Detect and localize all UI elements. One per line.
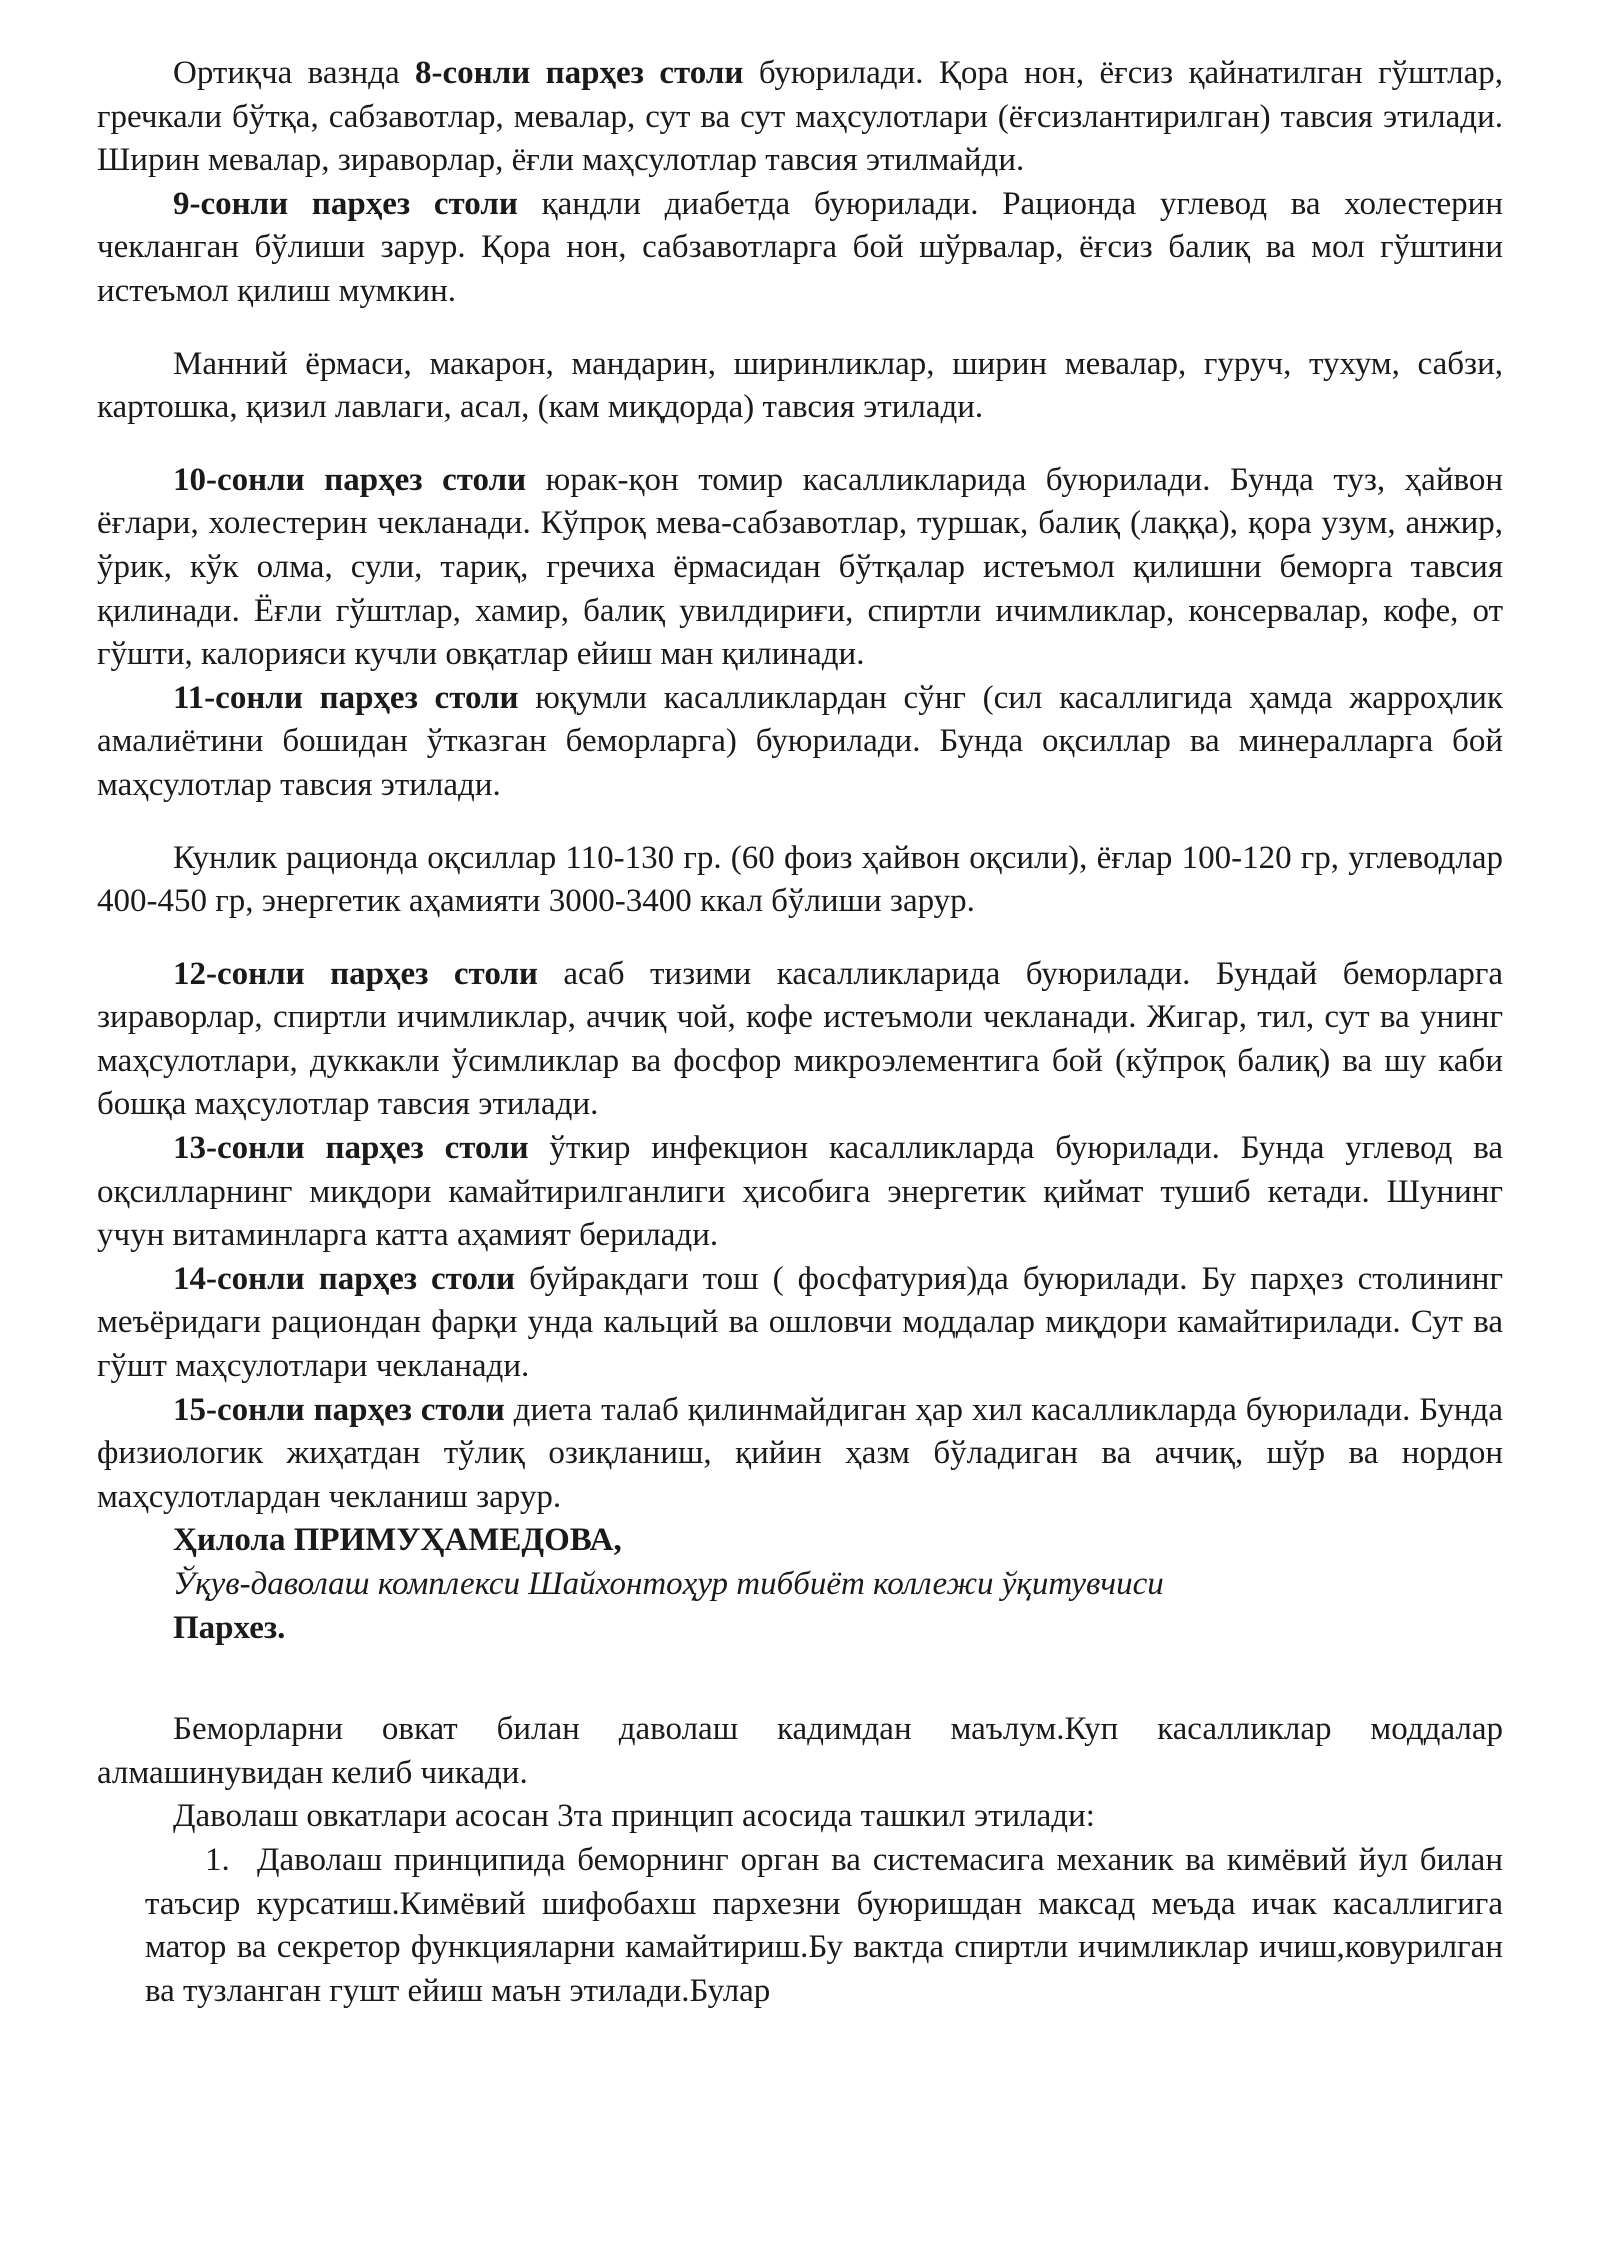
paragraph-diet-table-13 [97,1127,1503,1258]
paragraph-text: буюрилади. Қора нон, ёғсиз қайнатилган гўштлар, гречкали бўтқа, сабзавотлар, мевалар, сут ва сут маҳсулотлари (ёғсизлантирилган) тавсия этилади. Ширин мевалар, зираворлар, ёғли маҳсулотлар тавсия этилмайди. [97,55,1503,179]
diet-table-title: 10-сонли парҳез столи [173,461,527,498]
document-page [97,52,1503,2013]
paragraph-text: Ортиқча вазнда [173,55,416,91]
paragraph-diet-table-11 [97,677,1503,808]
paragraph-diet-table-10 [97,459,1503,677]
diet-table-title: 14-сонли парҳез столи [173,1260,516,1297]
article-lead: Даволаш овкатлари асосан 3та принцип асосида ташкил этилади: [173,1798,1095,1835]
diet-table-title: 11-сонли парҳез столи [173,679,519,716]
paragraph-text: Манний ёрмаси, макарон, мандарин, ширинликлар, ширин мевалар, гуруч, тухум, сабзи, картошка, қизил лавлаги, асал, (кам миқдорда) тавсия этилади. [97,345,1503,426]
paragraph-text: юқумли касалликлардан сўнг (сил касаллигида ҳамда жарроҳлик амалиётини бошидан ўтказган беморларга) буюрилади. Бунда оқсиллар ва минералларга бой маҳсулотлар тавсия этилади. [97,679,1503,803]
author-name: Ҳилола ПРИМУҲАМЕДОВА, [173,1522,622,1559]
diet-table-title: 9-сонли парҳез столи [173,185,518,222]
diet-table-title: 8-сонли парҳез столи [415,55,744,91]
author-affiliation: Ўқув-даволаш комплекси Шайхонтоҳур тиббиёт коллежи ўқитувчиси [173,1566,1164,1602]
paragraph-text: қандли диабетда буюрилади. Рационда углевод ва холестерин чекланган бўлиши зарур. Қора нон, сабзавотларга бой шўрвалар, ёғсиз балиқ ва мол гўштини истеъмол қилиш мумкин. [97,185,1504,309]
paragraph-diet-table-12 [97,953,1503,1127]
paragraph-text: юрак-қон томир касалликларида буюрилади. Бунда туз, ҳайвон ёғлари, холестерин чекланади. Кўпроқ мева-сабзавотлар, туршак, балиқ (лаққа), қора узум, анжир, ўрик, кўк олма, сули, тариқ, гречиха ёрмасидан бўтқалар истеъмол қилишни беморга тавсия қилинади. Ёғли гўштлар, хамир, балиқ увилдириғи, спиртли ичимликлар, консервалар, кофе, от гўшти, калорияси кучли овқатлар ейиш ман қилинади. [97,461,1504,673]
paragraph-diet-table-9-allowed [97,343,1503,430]
principles-list [97,1839,1503,2013]
paragraph-text: асаб тизими касалликларида буюрилади. Бундай беморларга зираворлар, спиртли ичимликлар, аччиқ чой, кофе истеъмоли чекланади. Жигар, тил, сут ва унинг маҳсулотлари, дуккакли ўсимликлар ва фосфор микроэлементига бой (кўпроқ балиқ) ва шу каби бошқа маҳсулотлар тавсия этилади. [97,955,1504,1123]
article-intro: Беморларни овкат билан даволаш кадимдан маълум.Куп касалликлар моддалар алмашинувидан келиб чикади. [97,1711,1503,1791]
paragraph-diet-table-15 [97,1389,1503,1520]
list-item-text: Даволаш принципида беморнинг орган ва системасига механик ва кимёвий йул билан таъсир курсатиш.Кимёвий шифобахш пархезни буюришдан максад меъда ичак касаллигига матор ва секретор функцияларни камайтириш.Бу вактда спиртли ичимликлар ичиш,ковурилган ва тузланган гушт ейиш маън этилади.Булар [145,1841,1503,2009]
paragraph-diet-table-11-ration [97,837,1503,924]
article-heading: Пархез. [173,1609,286,1646]
diet-table-title: 13-сонли парҳез столи [173,1130,529,1167]
paragraph-text: Кунлик рационда оқсиллар 110-130 гр. (60 фоиз ҳайвон оқсили), ёғлар 100-120 гр, углеводлар 400-450 гр, энергетик аҳамияти 3000-3400 ккал бўлиши зарур. [97,839,1503,920]
paragraph-diet-table-8 [97,52,1503,183]
diet-table-title: 12-сонли парҳез столи [173,955,538,992]
paragraph-diet-table-14 [97,1258,1503,1389]
paragraph-text: буйракдаги тош ( фосфатурия)да буюрилади. Бу парҳез столининг меъёридаги рациондан фарқи унда кальций ва ошловчи моддалар миқдори камайтирилади. Сут ва гўшт маҳсулотлари чекланади. [97,1260,1503,1385]
list-item-number: 1. [205,1841,230,1878]
paragraph-text: ўткир инфекцион касалликларда буюрилади. Бунда углевод ва оқсилларнинг миқдори камайтирилганлиги ҳисобига энергетик қиймат тушиб кетади. Шунинг учун витаминларга катта аҳамият берилади. [97,1130,1503,1254]
paragraph-text: диета талаб қилинмайдиган ҳар хил касалликларда буюрилади. Бунда физиологик жиҳатдан тўлиқ озиқланиш, қийин ҳазм бўладиган ва аччиқ, шўр ва нордон маҳсулотлардан чекланиш зарур. [97,1391,1503,1515]
list-item [145,1839,1503,2013]
paragraph-diet-table-9 [97,183,1503,314]
diet-table-title: 15-сонли парҳез столи [173,1391,505,1428]
